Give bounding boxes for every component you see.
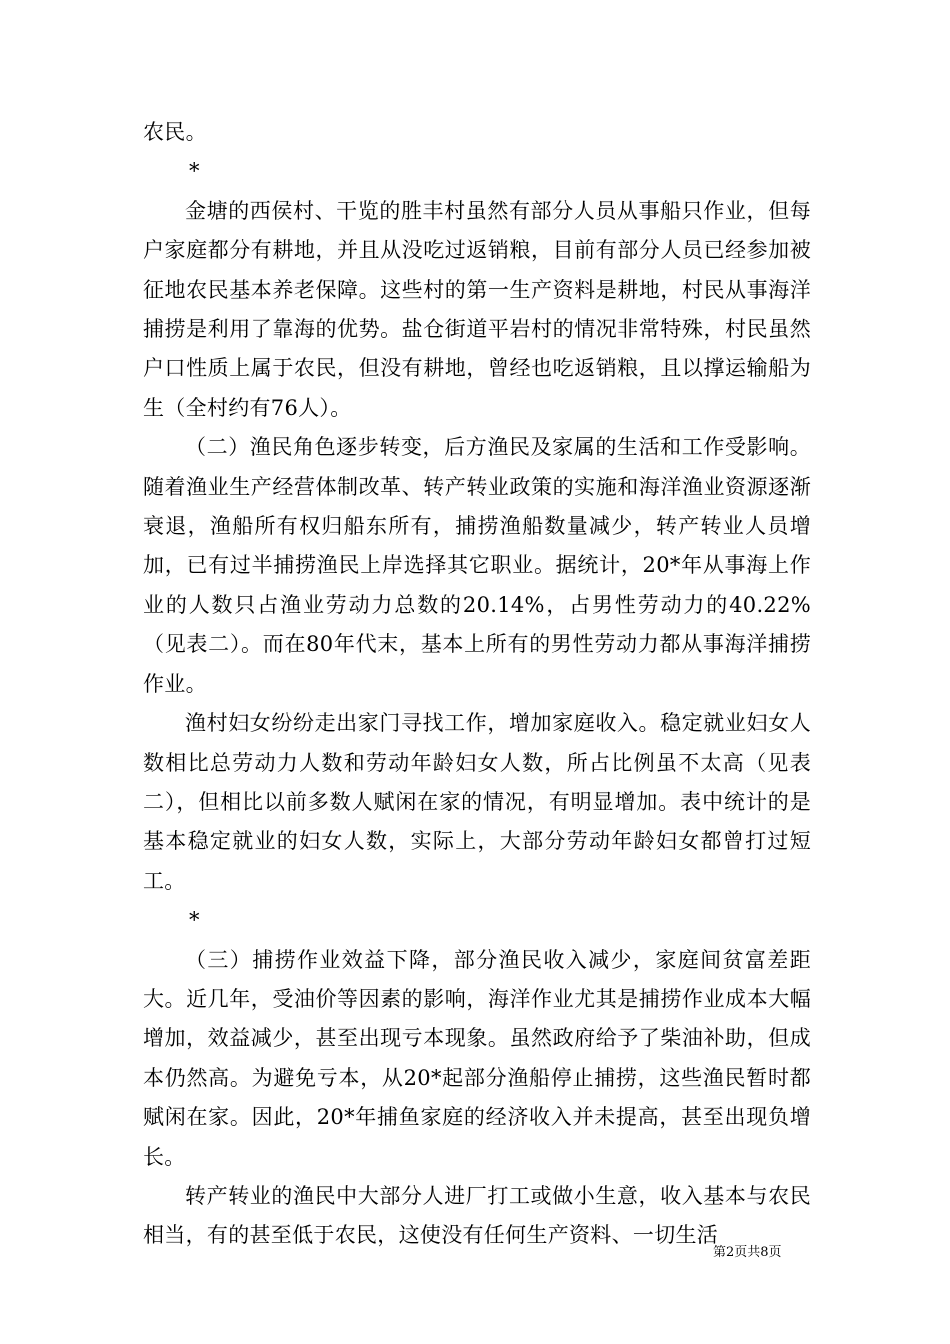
- document-body: [143, 113, 811, 1256]
- paragraph: 转产转业的渔民中大部分人进厂打工或做小生意，收入基本与农民相当，有的甚至低于农民，这使没有任何生产资料、一切生活: [143, 1183, 811, 1248]
- paragraph-continuation: 农民。: [143, 120, 207, 144]
- paragraph: 金塘的西侯村、干览的胜丰村虽然有部分人员从事船只作业，但每户家庭都分有耕地，并且从没吃过返销粮，目前有部分人员已经参加被征地农民基本养老保障。这些村的第一生产资料是耕地，村民从事海洋捕捞是利用了靠海的优势。盐仓街道平岩村的情况非常特殊，村民虽然户口性质上属于农民，但没有耕地，曾经也吃返销粮，且以撑运输船为生（全村约有76人）。: [143, 198, 811, 420]
- section-marker: *: [189, 908, 200, 933]
- paragraph: （二）渔民角色逐步转变，后方渔民及家属的生活和工作受影响。随着渔业生产经营体制改革、转产转业政策的实施和海洋渔业资源逐渐衰退，渔船所有权归船东所有，捕捞渔船数量减少，转产转业人员增加，已有过半捕捞渔民上岸选择其它职业。据统计，20*年从事海上作业的人数只占渔业劳动力总数的20.14%，占男性劳动力的40.22%（见表二）。而在80年代末，基本上所有的男性劳动力都从事海洋捕捞作业。: [143, 435, 811, 696]
- page-number-footer: 第2页共8页: [713, 1245, 782, 1260]
- paragraph: 渔村妇女纷纷走出家门寻找工作，增加家庭收入。稳定就业妇女人数相比总劳动力人数和劳动年龄妇女人数，所占比例虽不太高（见表二），但相比以前多数人赋闲在家的情况，有明显增加。表中统计的是基本稳定就业的妇女人数，实际上，大部分劳动年龄妇女都曾打过短工。: [143, 711, 811, 893]
- paragraph: （三）捕捞作业效益下降，部分渔民收入减少，家庭间贫富差距大。近几年，受油价等因素的影响，海洋作业尤其是捕捞作业成本大幅增加，效益减少，甚至出现亏本现象。虽然政府给予了柴油补助，但成本仍然高。为避免亏本，从20*起部分渔船停止捕捞，这些渔民暂时都赋闲在家。因此，20*年捕鱼家庭的经济收入并未提高，甚至出现负增长。: [143, 947, 811, 1169]
- section-marker: *: [189, 159, 200, 184]
